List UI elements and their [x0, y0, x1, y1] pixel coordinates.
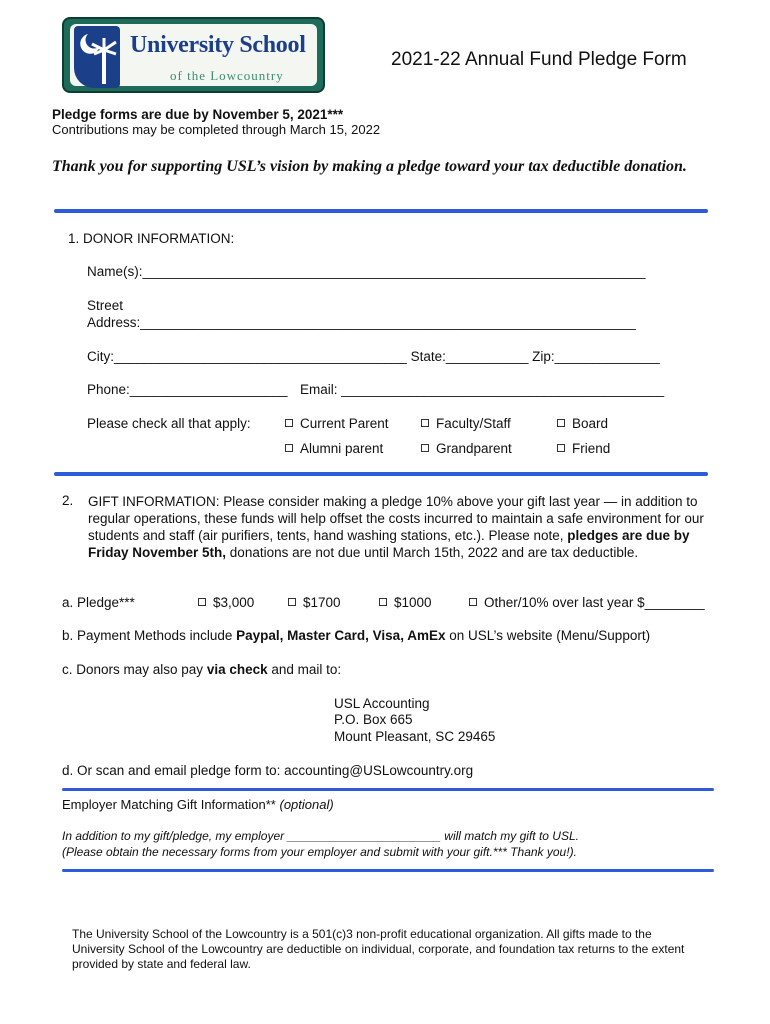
checkbox-icon	[557, 419, 565, 427]
footer-disclaimer: The University School of the Lowcountry is a 501(c)3 non-profit educational organization. All gifts made to the University School of the Lowcountry are deductible on individual, corporate, and foundation tax returns to the extent provided by state and federal law.	[72, 927, 685, 971]
palmetto-icon	[74, 26, 120, 88]
pledge-option-other[interactable]: Other/10% over last year $________	[469, 595, 705, 610]
checkbox-grandparent[interactable]: Grandparent	[421, 441, 512, 456]
city-state-zip-field[interactable]: City:_______________________________________ State:___________ Zip:______________	[87, 349, 660, 364]
due-notice: Pledge forms are due by November 5, 2021***	[52, 107, 344, 122]
gift-intro-paragraph: GIFT INFORMATION: Please consider making a pledge 10% above your gift last year — in addition to regular operations, these funds will help offset the costs incurred to maintain a safe environment for our students and staff (air purifiers, tents, hand washing stations, etc.). Please note, pledges are due by Friday November 5th, donations are not due until March 15th, 2022 and are tax deductible.	[88, 494, 704, 560]
employer-heading: Employer Matching Gift Information** (optional)	[62, 797, 334, 812]
pledge-option-1000[interactable]: $1000	[379, 595, 432, 610]
logo-panel	[70, 24, 317, 86]
checkbox-icon	[285, 419, 293, 427]
checkbox-alumni-parent[interactable]: Alumni parent	[285, 441, 383, 456]
employer-instructions: (Please obtain the necessary forms from your employer and submit with your gift.*** Thank you!).	[62, 845, 577, 859]
checkbox-icon	[198, 598, 206, 606]
checkbox-icon	[379, 598, 387, 606]
section-divider	[54, 209, 708, 213]
check-payment-note: c. Donors may also pay via check and mail to:	[62, 662, 342, 677]
pledge-option-1700[interactable]: $1700	[288, 595, 341, 610]
mailing-address-line: P.O. Box 665	[334, 712, 413, 727]
address-field[interactable]: Address:__________________________________________________________________	[87, 315, 636, 330]
pledge-label: a. Pledge***	[62, 595, 135, 610]
street-label: Street	[87, 298, 124, 313]
scan-email-note: d. Or scan and email pledge form to: accounting@USLowcountry.org	[62, 763, 474, 778]
section-divider	[54, 472, 708, 476]
checkbox-icon	[421, 419, 429, 427]
section-divider	[62, 869, 714, 872]
checkbox-faculty-staff[interactable]: Faculty/Staff	[421, 416, 511, 431]
checkbox-icon	[288, 598, 296, 606]
payment-methods: b. Payment Methods include Paypal, Master Card, Visa, AmEx on USL’s website (Menu/Support)	[62, 628, 651, 643]
contribution-notice: Contributions may be completed through March 15, 2022	[52, 122, 381, 137]
checkbox-icon	[285, 444, 293, 452]
mailing-address-line: Mount Pleasant, SC 29465	[334, 729, 496, 744]
gift-section-number: 2.	[62, 493, 74, 508]
checkbox-icon	[421, 444, 429, 452]
logo-subtitle: of the Lowcountry	[170, 68, 284, 83]
thank-you-message: Thank you for supporting USL’s vision by making a pledge toward your tax deductible donation.	[52, 158, 687, 175]
checkbox-icon	[469, 598, 477, 606]
phone-field[interactable]: Phone:_____________________	[87, 382, 288, 397]
check-all-label: Please check all that apply:	[87, 416, 251, 431]
form-title: 2021-22 Annual Fund Pledge Form	[391, 49, 687, 70]
email-field[interactable]: Email: ___________________________________________	[300, 382, 665, 397]
school-logo	[62, 17, 325, 93]
mailing-address-line: USL Accounting	[334, 696, 430, 711]
checkbox-friend[interactable]: Friend	[557, 441, 610, 456]
names-field[interactable]: Name(s):___________________________________________________________________	[87, 264, 646, 279]
checkbox-current-parent[interactable]: Current Parent	[285, 416, 389, 431]
donor-heading: 1. DONOR INFORMATION:	[68, 231, 235, 246]
checkbox-board[interactable]: Board	[557, 416, 608, 431]
logo-title: University School	[130, 32, 306, 58]
pledge-option-3000[interactable]: $3,000	[198, 595, 254, 610]
section-divider	[62, 788, 714, 791]
checkbox-icon	[557, 444, 565, 452]
employer-match-line[interactable]: In addition to my gift/pledge, my employer _______________________ will match my gift to USL.	[62, 829, 579, 843]
